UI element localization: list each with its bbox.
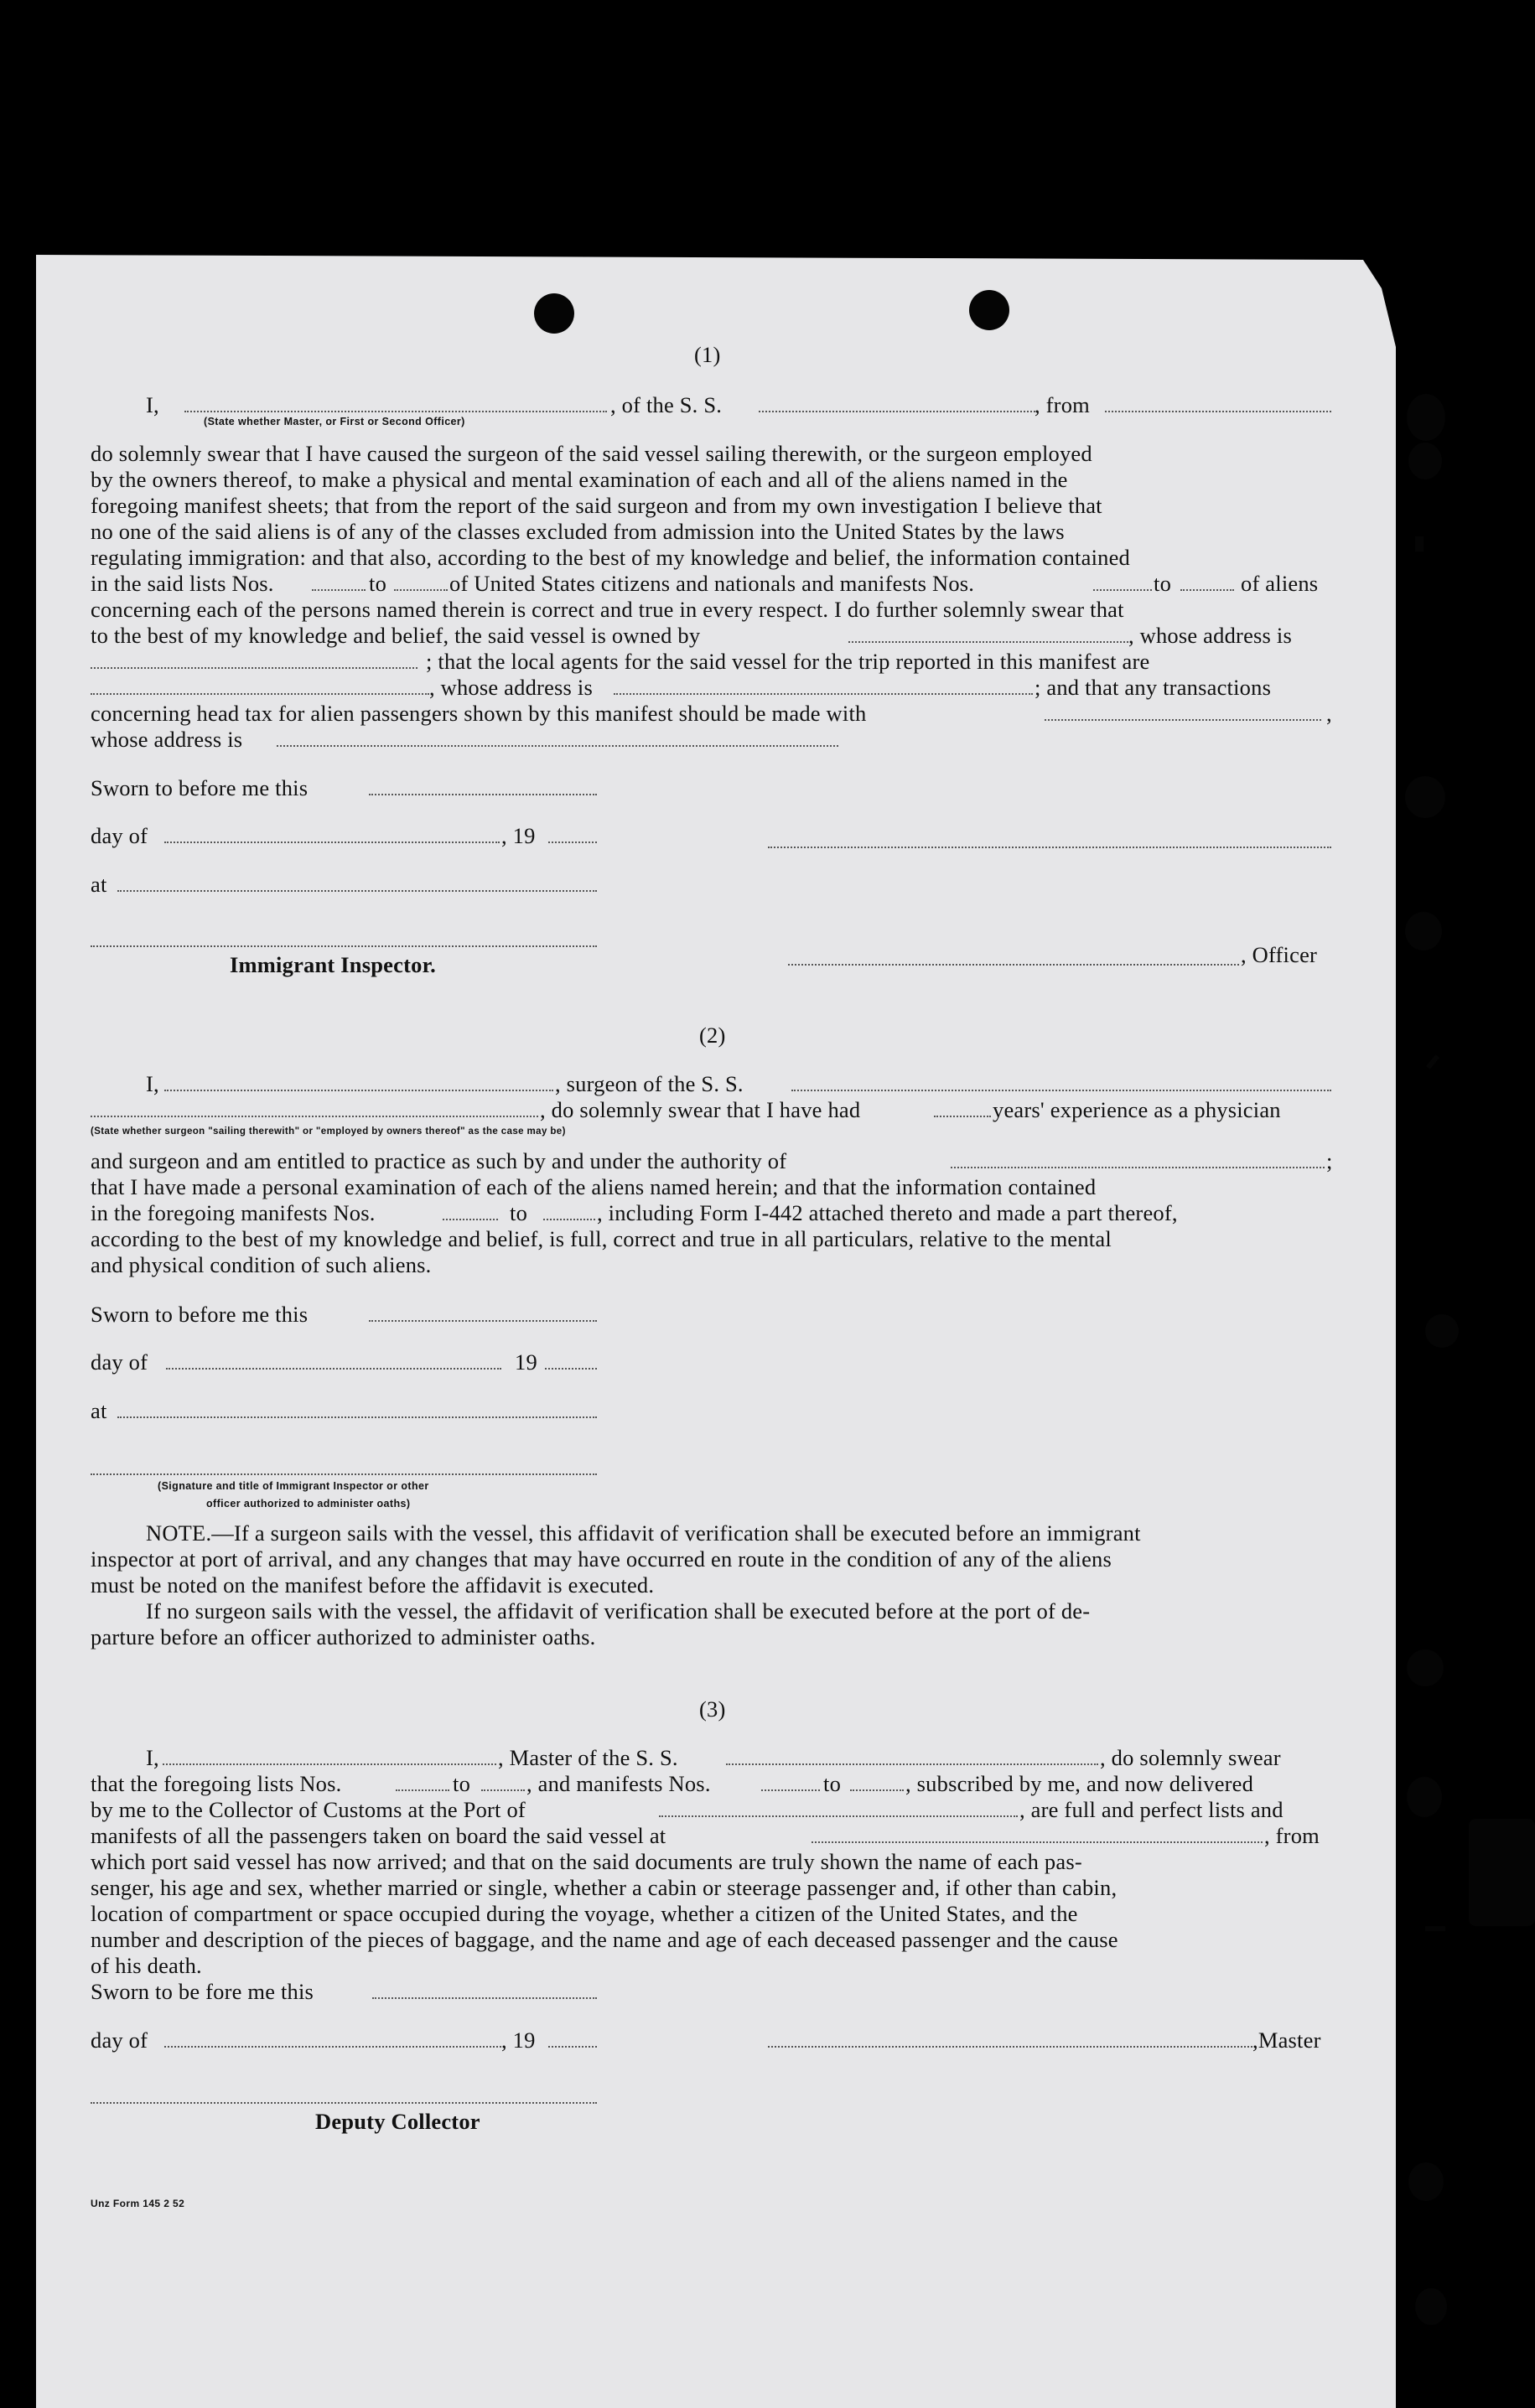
- s3-line-a-to1: to: [453, 1771, 471, 1796]
- s2-line-c-a: in the foregoing manifests Nos.: [91, 1200, 376, 1225]
- s1-sworn-label: Sworn to before me this: [91, 775, 309, 800]
- punch-hole: [1407, 394, 1445, 441]
- s2-sig-hint-2: officer authorized to administer oaths): [206, 1498, 411, 1510]
- s1-officer-signature-field[interactable]: [768, 847, 1331, 848]
- s2-swear: , do solemnly swear that I have had: [540, 1097, 861, 1122]
- ink-mark: [1426, 1054, 1439, 1069]
- s3-deputy-signature-field[interactable]: [91, 2102, 597, 2104]
- ink-mark: [1415, 536, 1424, 552]
- s1-line-8a: to the best of my knowledge and belief, the said vessel is owned by: [91, 623, 701, 648]
- s1-officer-title-field[interactable]: [788, 964, 1239, 966]
- note-line-5: parture before an officer authorized to administer oaths.: [91, 1624, 596, 1649]
- manifests-from-field[interactable]: [1093, 589, 1152, 591]
- note-line-4: If no surgeon sails with the vessel, the affidavit of verification shall be executed before at the port of de-: [146, 1598, 1091, 1623]
- section-3-number: (3): [699, 1696, 726, 1722]
- punch-hole: [969, 290, 1009, 330]
- s2-month-field[interactable]: [166, 1368, 501, 1370]
- s2-signature-field[interactable]: [91, 1473, 597, 1475]
- s1-line-6c: of aliens: [1241, 571, 1319, 596]
- s2-sworn-label: Sworn to before me this: [91, 1302, 309, 1327]
- s2-line-c-b: , including Form I-442 attached thereto and made a part thereof,: [597, 1200, 1178, 1225]
- punch-hole: [1407, 1777, 1442, 1817]
- port-field[interactable]: [659, 1815, 1018, 1817]
- s1-line-10a: , whose address is: [429, 675, 593, 700]
- s2-line-c-to: to: [510, 1200, 528, 1225]
- ink-mark: [1425, 1926, 1445, 1931]
- s2-year-label: 19: [515, 1349, 537, 1375]
- s3-line-a-to2: to: [823, 1771, 842, 1796]
- s3-line-c-b: , from: [1264, 1823, 1320, 1848]
- s2-surgeon-of: , surgeon of the S. S.: [555, 1071, 744, 1096]
- s3-line-b-b: , are full and perfect lists and: [1019, 1797, 1283, 1822]
- punch-hole: [1415, 2288, 1447, 2325]
- s2-manifests-to-field[interactable]: [543, 1219, 595, 1220]
- s3-sworn-date-field[interactable]: [372, 1997, 597, 1999]
- punch-hole: [1469, 1819, 1535, 1926]
- s3-line-2: senger, his age and sex, whether married or single, whether a cabin or steerage passenger and, if other than cabin,: [91, 1875, 1118, 1900]
- note-line-1: NOTE.—If a surgeon sails with the vessel, this affidavit of verification shall be executed before an immigrant: [146, 1520, 1141, 1546]
- vessel-name-field[interactable]: [759, 411, 1035, 412]
- punch-hole: [534, 293, 574, 334]
- s1-line-4: no one of the said aliens is of any of the classes excluded from admission into the United States by the laws: [91, 519, 1065, 544]
- s3-line-3: location of compartment or space occupied during the voyage, whether a citizen of the United States, and the: [91, 1901, 1078, 1926]
- s3-master-signature-field[interactable]: [768, 2046, 1252, 2048]
- authority-field[interactable]: [951, 1167, 1325, 1168]
- s1-officer-label: , Officer: [1241, 942, 1318, 967]
- s3-line-1: which port said vessel has now arrived; and that on the said documents are truly shown the name of each pas-: [91, 1849, 1082, 1874]
- s1-line-8b: , whose address is: [1128, 623, 1292, 648]
- from-port-field[interactable]: [1105, 411, 1331, 412]
- s3-swear: , do solemnly swear: [1100, 1745, 1281, 1770]
- years-experience-field[interactable]: [934, 1116, 991, 1117]
- s1-line-3: foregoing manifest sheets; that from the report of the said surgeon and from my own investigation I believe that: [91, 493, 1102, 518]
- section-2-number: (2): [699, 1023, 726, 1048]
- owner-address-field[interactable]: [91, 667, 417, 669]
- master-name-field[interactable]: [163, 1763, 496, 1765]
- s3-year-label: , 19: [501, 2027, 536, 2053]
- s2-line-b: that I have made a personal examination of each of the aliens named herein; and that the information contained: [91, 1174, 1097, 1199]
- agents-address-field[interactable]: [614, 693, 1033, 695]
- lists-to-field[interactable]: [394, 589, 448, 591]
- s2-line-d: according to the best of my knowledge and belief, is full, correct and true in all particulars, relative to the mental: [91, 1226, 1112, 1251]
- s3-vessel-name-field[interactable]: [726, 1763, 1098, 1765]
- s1-line-6-to2: to: [1154, 571, 1172, 596]
- s1-line-6a: in the said lists Nos.: [91, 571, 274, 596]
- s3-line-4: number and description of the pieces of baggage, and the name and age of each deceased passenger and the cause: [91, 1927, 1118, 1952]
- s1-line-7: concerning each of the persons named therein is correct and true in every respect. I do further solemnly swear that: [91, 597, 1124, 622]
- section-1-number: (1): [694, 342, 721, 367]
- lists-from-field[interactable]: [312, 589, 366, 591]
- s2-at-label: at: [91, 1398, 107, 1423]
- officer-rank-field[interactable]: [184, 411, 607, 412]
- surgeon-name-field[interactable]: [164, 1090, 553, 1091]
- s2-manifests-from-field[interactable]: [443, 1219, 498, 1220]
- s2-day-of-label: day of: [91, 1349, 148, 1375]
- s3-master-of: , Master of the S. S.: [498, 1745, 678, 1770]
- manifests-to-field[interactable]: [1180, 589, 1234, 591]
- s1-line-9: ; that the local agents for the said vessel for the trip reported in this manifest are: [426, 649, 1150, 674]
- punch-hole: [1408, 2162, 1444, 2201]
- s1-line-6-to1: to: [369, 571, 387, 596]
- s1-from: , from: [1035, 392, 1090, 417]
- s2-i: I,: [146, 1071, 159, 1096]
- s2-sworn-date-field[interactable]: [369, 1320, 597, 1322]
- s1-line-2: by the owners thereof, to make a physical and mental examination of each and all of the aliens named in the: [91, 467, 1068, 492]
- punch-hole: [1407, 1649, 1444, 1686]
- surgeon-status-hint: (State whether surgeon "sailing therewith" or "employed by owners thereof" as the case may be): [91, 1126, 566, 1137]
- s2-vessel-name-field[interactable]: [791, 1090, 1331, 1091]
- s3-lists-to-field[interactable]: [481, 1789, 525, 1791]
- note-line-3: must be noted on the manifest before the affidavit is executed.: [91, 1572, 655, 1598]
- s1-year-field[interactable]: [548, 842, 597, 843]
- s1-month-field[interactable]: [164, 842, 500, 843]
- s1-line-11a: concerning head tax for alien passengers shown by this manifest should be made with: [91, 701, 867, 726]
- s1-of-ss: , of the S. S.: [610, 392, 723, 417]
- s2-line-a-end: ;: [1326, 1148, 1333, 1173]
- s2-sig-hint-1: (Signature and title of Immigrant Inspector or other: [158, 1480, 429, 1492]
- s1-inspector-label: Immigrant Inspector.: [230, 952, 436, 977]
- s3-lists-from-field[interactable]: [396, 1789, 449, 1791]
- s1-line-5: regulating immigration: and that also, according to the best of my knowledge and belief, the information contained: [91, 545, 1130, 570]
- owner-field[interactable]: [848, 641, 1128, 643]
- s2-line-a: and surgeon and am entitled to practice as such by and under the authority of: [91, 1148, 787, 1173]
- embark-port-field[interactable]: [812, 1841, 1263, 1843]
- s1-i: I,: [146, 392, 159, 417]
- s3-line-5: of his death.: [91, 1953, 202, 1978]
- s3-year-field[interactable]: [548, 2046, 597, 2048]
- agents-field[interactable]: [91, 693, 429, 695]
- s3-master-label: ,Master: [1252, 2027, 1321, 2053]
- s3-line-a-b: , and manifests Nos.: [526, 1771, 711, 1796]
- s1-line-11b: ,: [1326, 701, 1332, 726]
- s3-line-c-a: manifests of all the passengers taken on board the said vessel at: [91, 1823, 666, 1848]
- s3-i: I,: [146, 1745, 159, 1770]
- s2-year-field[interactable]: [545, 1368, 597, 1370]
- s1-line-1: do solemnly swear that I have caused the surgeon of the said vessel sailing therewith, or the surgeon employed: [91, 441, 1092, 466]
- s1-line-12: whose address is: [91, 727, 243, 752]
- s1-day-of-label: day of: [91, 823, 148, 848]
- head-tax-field[interactable]: [1045, 719, 1321, 721]
- s3-deputy-label: Deputy Collector: [315, 2109, 480, 2134]
- surgeon-status-field[interactable]: [91, 1116, 538, 1117]
- s3-line-b-a: by me to the Collector of Customs at the Port of: [91, 1797, 526, 1822]
- s1-line-10b: ; and that any transactions: [1035, 675, 1272, 700]
- head-tax-address-field[interactable]: [277, 745, 838, 747]
- s2-experience: years' experience as a physician: [993, 1097, 1281, 1122]
- s1-at-label: at: [91, 872, 107, 897]
- s2-line-e: and physical condition of such aliens.: [91, 1252, 432, 1277]
- punch-hole: [1405, 776, 1445, 818]
- officer-rank-hint: (State whether Master, or First or Second Officer): [204, 416, 465, 427]
- s3-day-of-label: day of: [91, 2027, 148, 2053]
- s3-line-a-c: , subscribed by me, and now delivered: [905, 1771, 1254, 1796]
- s2-at-field[interactable]: [117, 1416, 597, 1418]
- s3-line-a-a: that the foregoing lists Nos.: [91, 1771, 342, 1796]
- s3-manifests-from-field[interactable]: [761, 1789, 820, 1791]
- punch-hole: [1405, 912, 1442, 950]
- s1-inspector-signature-field[interactable]: [91, 945, 597, 947]
- s1-year-label: , 19: [501, 823, 536, 848]
- s1-at-field[interactable]: [117, 890, 597, 892]
- punch-hole: [1425, 1314, 1459, 1348]
- note-line-2: inspector at port of arrival, and any changes that may have occurred en route in the condition of any of the aliens: [91, 1546, 1112, 1572]
- s1-line-6b: of United States citizens and nationals and manifests Nos.: [449, 571, 975, 596]
- s3-sworn-label: Sworn to be fore me this: [91, 1979, 314, 2004]
- s3-manifests-to-field[interactable]: [850, 1789, 904, 1791]
- punch-hole: [1408, 443, 1442, 479]
- s1-sworn-date-field[interactable]: [369, 794, 597, 795]
- s3-month-field[interactable]: [164, 2046, 501, 2048]
- form-number: Unz Form 145 2 52: [91, 2198, 185, 2209]
